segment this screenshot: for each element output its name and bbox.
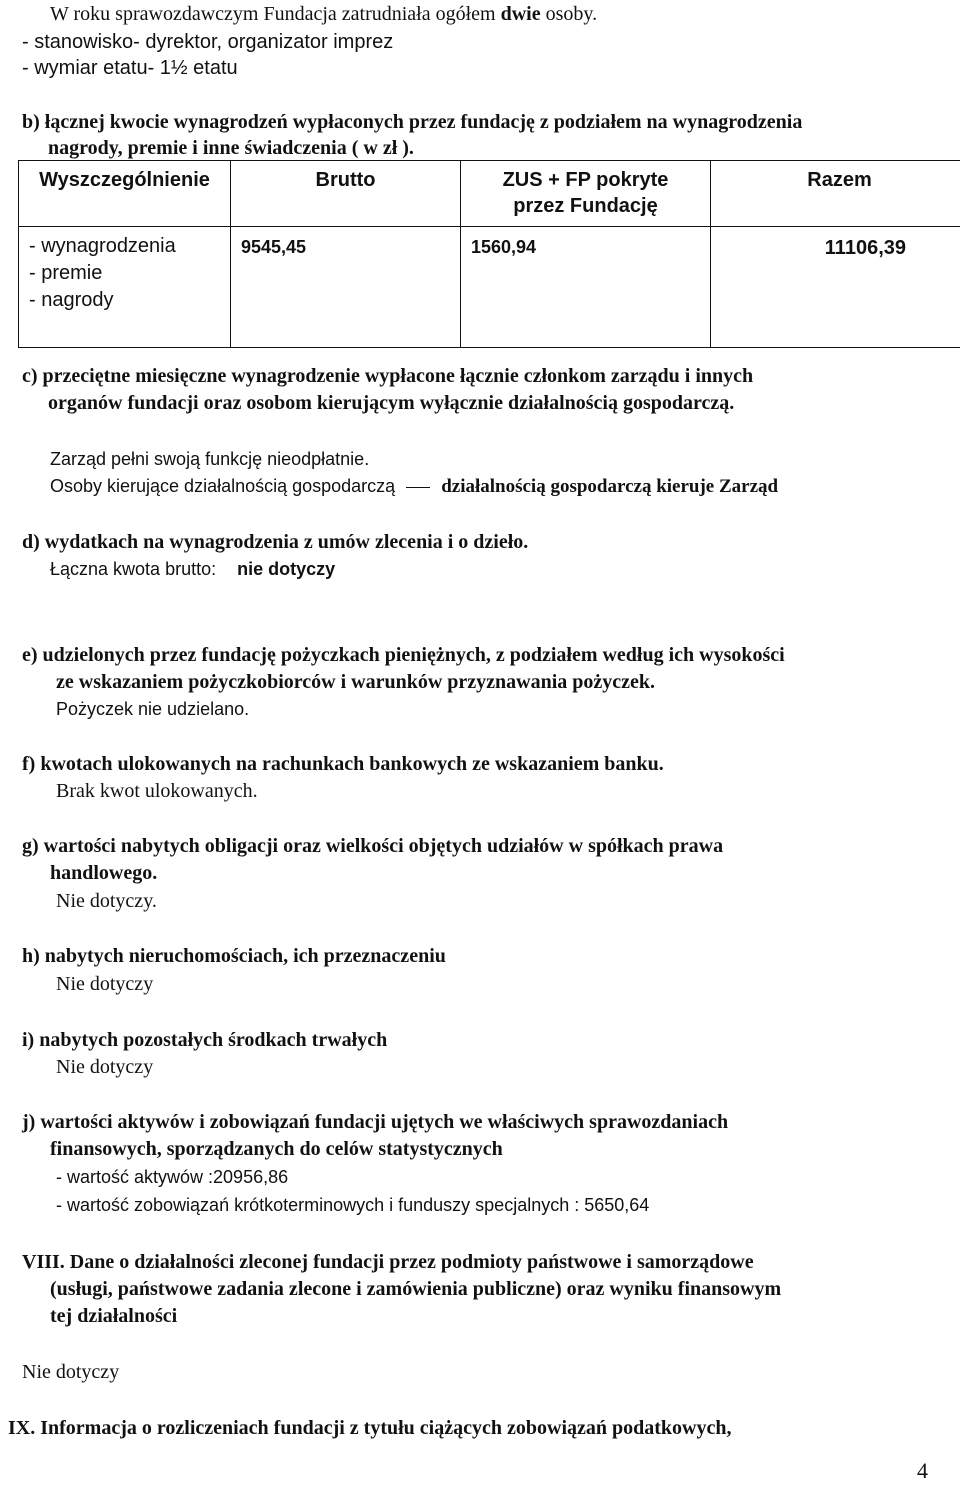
header-zus-line1: ZUS + FP pokryte [502, 169, 669, 191]
page-number: 4 [917, 1458, 928, 1483]
section-d-heading: d) wydatkach na wynagrodzenia z umów zlecenia i o dzieło. [22, 531, 529, 553]
section-d-amount [50, 557, 335, 581]
section-e-answer: Pożyczek nie udzielano. [56, 699, 250, 719]
item-premie: - premie [29, 262, 103, 284]
section-j-heading-2: finansowych, sporządzanych do celów statystycznych [50, 1138, 503, 1160]
section-c-heading-1: c) przeciętne miesięczne wynagrodzenie wypłacone łącznie członkom zarządu i innych [22, 365, 754, 387]
employment-text-post: osoby. [540, 3, 598, 25]
section-c-heading-2: organów fundacji oraz osobom kierującym wyłącznie działalnością gospodarczą. [48, 392, 735, 414]
section-i-answer: Nie dotyczy [56, 1056, 154, 1078]
header-item: Wyszczególnienie [19, 161, 231, 227]
header-brutto: Brutto [231, 161, 461, 227]
section-c-note-2a: Osoby kierujące działalnością gospodarczą [50, 476, 396, 496]
liabilities-value: - wartość zobowiązań krótkoterminowych i funduszy specjalnych : 5650,64 [56, 1195, 650, 1215]
section-h-answer: Nie dotyczy [56, 973, 154, 995]
section-e-heading-1: e) udzielonych przez fundację pożyczkach pieniężnych, z podziałem według ich wysokości [22, 644, 785, 666]
section-e-heading-2: ze wskazaniem pożyczkobiorców i warunków przyznawania pożyczek. [56, 671, 656, 693]
employment-line [50, 2, 597, 26]
zus-value: 1560,94 [461, 227, 711, 348]
razem-value: 11106,39 [711, 227, 960, 348]
section-g-answer: Nie dotyczy. [56, 890, 157, 912]
assets-value: - wartość aktywów :20956,86 [56, 1167, 289, 1187]
section-b-heading-2: nagrody, premie i inne świadczenia ( w zł ). [48, 137, 414, 159]
section-d-label: Łączna kwota brutto: [50, 559, 217, 579]
section-c-note-2 [50, 474, 778, 499]
section-d-value: nie dotyczy [237, 559, 336, 579]
table-header-row [19, 161, 960, 227]
section-c-note-2b: działalnością gospodarczą kieruje Zarząd [441, 476, 779, 497]
section-f-answer: Brak kwot ulokowanych. [56, 780, 258, 802]
section-f-heading: f) kwotach ulokowanych na rachunkach bankowych ze wskazaniem banku. [22, 753, 664, 775]
employment-count: dwie [500, 3, 541, 25]
section-viii-heading-1: VIII. Dane o działalności zleconej fundacji przez podmioty państwowe i samorządowe [22, 1251, 754, 1273]
brutto-value: 9545,45 [231, 227, 461, 348]
section-c-note-1: Zarząd pełni swoją funkcję nieodpłatnie. [50, 449, 370, 469]
position-line: - stanowisko- dyrektor, organizator imprez [22, 31, 394, 53]
section-j-heading-1: j) wartości aktywów i zobowiązań fundacji ujętych we właściwych sprawozdaniach [22, 1111, 729, 1133]
dash-connector [406, 487, 430, 488]
section-viii-heading-2: (usługi, państwowe zadania zlecone i zamówienia publiczne) oraz wyniku finansowym [50, 1278, 782, 1300]
section-h-heading: h) nabytych nieruchomościach, ich przeznaczeniu [22, 945, 446, 967]
section-i-heading: i) nabytych pozostałych środkach trwałych [22, 1029, 388, 1051]
section-g-heading-1: g) wartości nabytych obligacji oraz wielkości objętych udziałów w spółkach prawa [22, 835, 724, 857]
fte-line: - wymiar etatu- 1½ etatu [22, 57, 238, 79]
item-wynagrodzenia: - wynagrodzenia [29, 235, 176, 257]
header-zus-line2: przez Fundację [513, 195, 658, 217]
section-g-heading-2: handlowego. [50, 862, 158, 884]
item-nagrody: - nagrody [29, 289, 114, 311]
header-zus [461, 161, 711, 227]
section-viii-answer: Nie dotyczy [22, 1361, 120, 1383]
items-cell [19, 227, 231, 348]
section-ix-heading: IX. Informacja o rozliczeniach fundacji z tytułu ciążących zobowiązań podatkowych, [8, 1417, 732, 1439]
section-viii-heading-3: tej działalności [50, 1305, 178, 1327]
section-b-heading-1: b) łącznej kwocie wynagrodzeń wypłaconych przez fundację z podziałem na wynagrodzenia [22, 111, 803, 133]
employment-text-pre: W roku sprawozdawczym Fundacja zatrudniała ogółem [50, 3, 501, 25]
header-razem: Razem [711, 161, 960, 227]
compensation-table [18, 160, 960, 348]
table-row [19, 227, 960, 348]
